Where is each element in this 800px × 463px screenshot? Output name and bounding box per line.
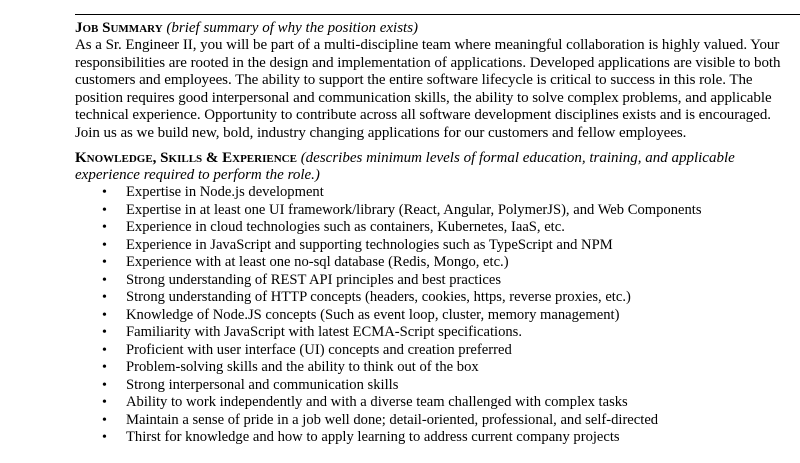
bullet-icon: • [102, 307, 107, 323]
list-item [75, 307, 787, 325]
kse-section [75, 150, 787, 447]
list-item-text: Ability to work independently and with a diverse team challenged with complex tasks [126, 394, 628, 410]
list-item-text: Experience in JavaScript and supporting technologies such as TypeScript and NPM [126, 236, 613, 253]
job-summary-section [75, 20, 787, 142]
list-item-text: Proficient with user interface (UI) concepts and creation preferred [126, 341, 512, 358]
list-item-text: Maintain a sense of pride in a job well done; detail-oriented, professional, and self-directed [126, 411, 659, 428]
list-item-text: Problem-solving skills and the ability to think out of the box [126, 359, 479, 375]
bullet-icon: • [102, 220, 107, 235]
list-item [75, 202, 787, 220]
kse-list [75, 184, 787, 447]
list-item [75, 394, 787, 412]
bullet-icon: • [102, 377, 107, 393]
bullet-icon: • [102, 255, 107, 270]
list-item-text: Knowledge of Node.JS concepts (Such as event loop, cluster, memory management) [126, 306, 620, 323]
list-item-text: Experience with at least one no-sql database (Redis, Mongo, etc.) [126, 254, 509, 270]
list-item [75, 342, 787, 360]
list-item [75, 429, 787, 447]
list-item [75, 272, 787, 290]
list-item-text: Thirst for knowledge and how to apply learning to address current company projects [126, 429, 620, 445]
list-item [75, 289, 787, 307]
bullet-icon: • [102, 202, 107, 218]
list-item-text: Experience in cloud technologies such as containers, Kubernetes, IaaS, etc. [126, 219, 565, 235]
list-item-text: Expertise in Node.js development [126, 184, 324, 200]
top-divider [75, 14, 800, 15]
list-item [75, 237, 787, 255]
bullet-icon: • [102, 395, 107, 410]
job-summary-heading [75, 20, 787, 37]
list-item [75, 254, 787, 272]
list-item [75, 412, 787, 430]
list-item [75, 324, 787, 342]
bullet-icon: • [102, 290, 107, 305]
bullet-icon: • [102, 185, 107, 200]
bullet-icon: • [102, 412, 107, 428]
bullet-icon: • [102, 430, 107, 445]
list-item [75, 359, 787, 377]
kse-note: (describes minimum levels of formal education, training, and applicable experience required to perform the role.) [75, 150, 735, 183]
list-item-text: Strong understanding of REST API principles and best practices [126, 271, 502, 288]
bullet-icon: • [102, 360, 107, 375]
list-item-text: Strong interpersonal and communication skills [126, 376, 399, 393]
bullet-icon: • [102, 272, 107, 288]
job-summary-body: As a Sr. Engineer II, you will be part of a multi-discipline team where meaningful collaboration is highly valued. Your responsibilities are rooted in the design and implementation of applications. Developed applications are visible to both customers and employees. The ability to support the entire software lifecycle is critical to success in this role. The position requires good interpersonal and communication skills, the ability to solve complex problems, and applicable technical experience. Opportunity to contribute across all software development disciplines exists and is encouraged. Join us as we build new, bold, industry changing applications for our customers and fellow employees. [75, 37, 781, 141]
list-item [75, 184, 787, 202]
bullet-icon: • [102, 325, 107, 340]
bullet-icon: • [102, 237, 107, 253]
list-item-text: Strong understanding of HTTP concepts (headers, cookies, https, reverse proxies, etc.) [126, 289, 631, 305]
list-item-text: Familiarity with JavaScript with latest ECMA-Script specifications. [126, 324, 522, 340]
kse-heading [75, 150, 787, 184]
job-summary-title: Job Summary [75, 20, 163, 36]
list-item-text: Expertise in at least one UI framework/library (React, Angular, PolymerJS), and Web Components [126, 201, 702, 218]
list-item [75, 377, 787, 395]
kse-title: Knowledge, Skills & Experience [75, 150, 297, 166]
bullet-icon: • [102, 342, 107, 358]
list-item [75, 219, 787, 237]
job-summary-note: (brief summary of why the position exists) [166, 20, 419, 36]
